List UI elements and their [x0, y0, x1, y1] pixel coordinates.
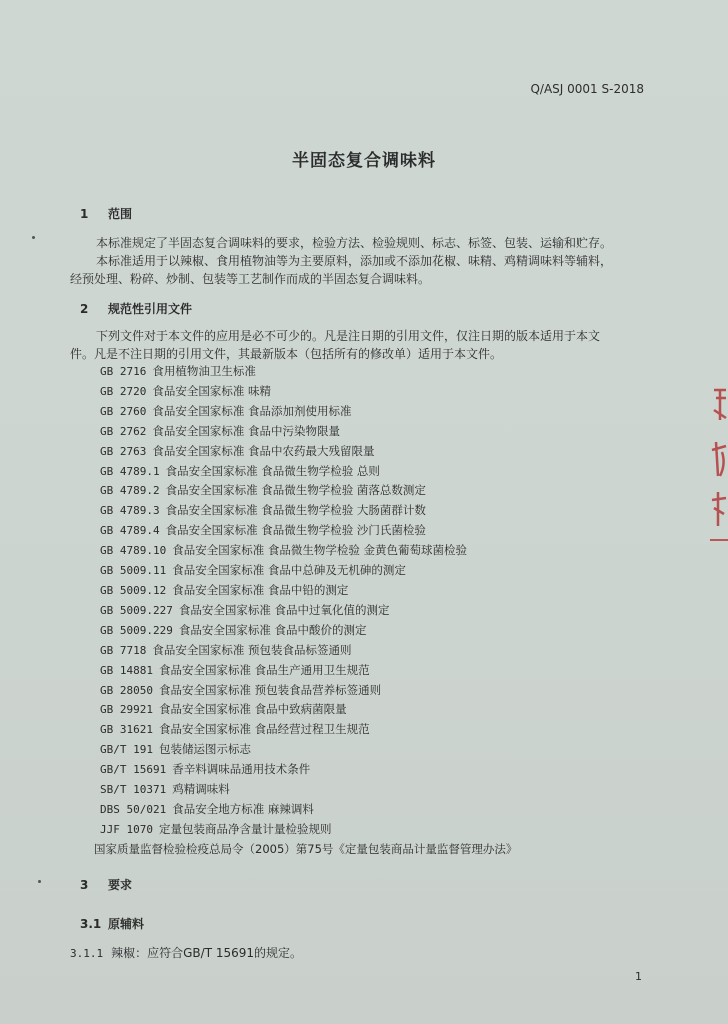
- reference-item: GB 2763 食品安全国家标准 食品中农药最大残留限量: [100, 443, 375, 458]
- reference-item: GB 4789.1 食品安全国家标准 食品微生物学检验 总则: [100, 463, 380, 478]
- section-number: 1: [80, 207, 89, 221]
- reference-item: GB 14881 食品安全国家标准 食品生产通用卫生规范: [100, 662, 370, 677]
- reference-item: GB 5009.229 食品安全国家标准 食品中酸价的测定: [100, 622, 367, 637]
- reference-item: GB 5009.11 食品安全国家标准 食品中总砷及无机砷的测定: [100, 563, 406, 578]
- clause-text: 辣椒：应符合GB/T 15691的规定。: [111, 946, 303, 960]
- section-title: 规范性引用文件: [108, 302, 193, 316]
- standard-code: Q/ASJ 0001 S-2018: [530, 82, 644, 96]
- section-title: 要求: [108, 878, 133, 892]
- reference-item: GB 31621 食品安全国家标准 食品经营过程卫生规范: [100, 722, 370, 737]
- reference-item: GB/T 191 包装储运图示标志: [100, 742, 251, 757]
- clause-3-1-1: [70, 944, 302, 961]
- reference-item: DBS 50/021 食品安全地方标准 麻辣调料: [100, 801, 314, 816]
- reference-item: GB 28050 食品安全国家标准 预包装食品营养标签通则: [100, 682, 382, 697]
- section-title: 范围: [108, 207, 133, 221]
- reference-item: SB/T 10371 鸡精调味料: [100, 782, 230, 797]
- section-number: 3: [80, 878, 89, 892]
- refs-intro-line-1: 下列文件对于本文件的应用是必不可少的。凡是注日期的引用文件，仅注日期的版本适用于本文: [96, 329, 601, 343]
- reference-item: GB 5009.12 食品安全国家标准 食品中铅的测定: [100, 582, 349, 597]
- page-number: 1: [635, 970, 642, 983]
- reference-item: GB 2760 食品安全国家标准 食品添加剂使用标准: [100, 403, 352, 418]
- reference-item: GB 4789.2 食品安全国家标准 食品微生物学检验 菌落总数测定: [100, 483, 426, 498]
- section-1-heading: [80, 205, 132, 222]
- reference-item: JJF 1070 定量包装商品净含量计量检验规则: [100, 821, 332, 836]
- reference-item: GB 29921 食品安全国家标准 食品中致病菌限量: [100, 702, 347, 717]
- section-number: 3.1: [80, 917, 102, 931]
- reference-item: GB 7718 食品安全国家标准 预包装食品标签通则: [100, 642, 352, 657]
- scope-paragraph-2-line-1: 本标准适用于以辣椒、食用植物油等为主要原料，添加或不添加花椒、味精、鸡精调味料等辅料，: [96, 254, 613, 268]
- section-2-heading: [80, 300, 192, 317]
- reference-item: GB/T 15691 香辛料调味品通用技术条件: [100, 762, 311, 777]
- refs-intro-line-2: 件。凡是不注日期的引用文件，其最新版本（包括所有的修改单）适用于本文件。: [70, 347, 503, 361]
- document-title: 半固态复合调味料: [292, 151, 436, 171]
- reference-item: GB 2716 食用植物油卫生标准: [100, 364, 256, 378]
- reference-item: GB 4789.10 食品安全国家标准 食品微生物学检验 金黄色葡萄球菌检验: [100, 543, 468, 558]
- section-3-1-heading: [80, 915, 144, 932]
- reference-list: [94, 362, 518, 859]
- clause-number: 3.1.1: [70, 947, 104, 960]
- reference-item: 国家质量监督检验检疫总局令（2005）第75号《定量包装商品计量监督管理办法》: [94, 841, 518, 856]
- section-title: 原辅料: [108, 917, 145, 931]
- red-seal-stamp-fragment: [706, 380, 728, 550]
- section-3-heading: [80, 876, 132, 893]
- scope-paragraph-1: 本标准规定了半固态复合调味料的要求，检验方法、检验规则、标志、标签、包装、运输和贮存。: [96, 236, 613, 250]
- reference-item: GB 2720 食品安全国家标准 味精: [100, 383, 272, 398]
- section-number: 2: [80, 302, 89, 316]
- scan-speck: [38, 880, 41, 883]
- scan-speck: [32, 236, 35, 239]
- reference-item: GB 4789.4 食品安全国家标准 食品微生物学检验 沙门氏菌检验: [100, 523, 426, 538]
- reference-item: GB 4789.3 食品安全国家标准 食品微生物学检验 大肠菌群计数: [100, 503, 426, 518]
- reference-item: GB 5009.227 食品安全国家标准 食品中过氧化值的测定: [100, 602, 390, 617]
- reference-item: GB 2762 食品安全国家标准 食品中污染物限量: [100, 423, 341, 438]
- scope-paragraph-2-line-2: 经预处理、粉碎、炒制、包装等工艺制作而成的半固态复合调味料。: [70, 272, 431, 286]
